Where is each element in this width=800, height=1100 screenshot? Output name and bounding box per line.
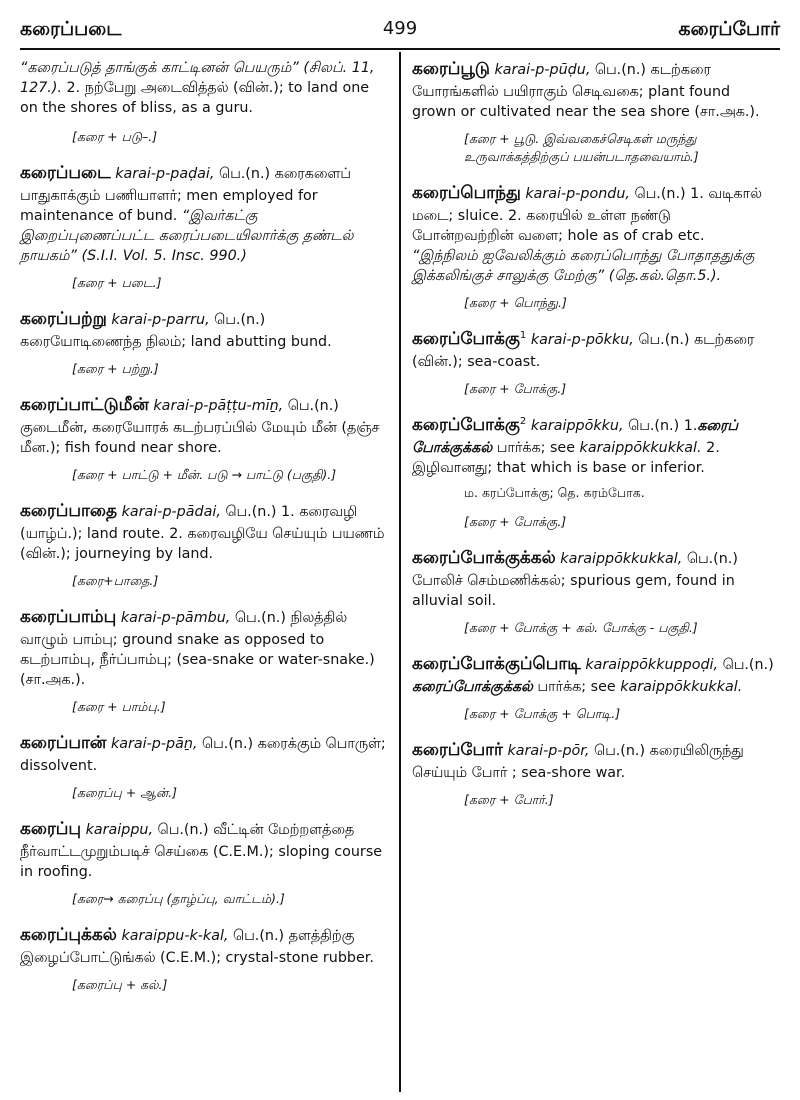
transliteration: karai-p-pōr, xyxy=(507,743,590,760)
headword: கரைப்படை xyxy=(20,163,111,184)
entry xyxy=(20,818,388,908)
entry xyxy=(20,394,388,484)
homonym-number: 2 xyxy=(519,416,527,428)
entry xyxy=(412,653,774,723)
gloss: பெ.(n.) போலிச் செம்மணிக்கல்; spurious gem, found in alluvial soil. xyxy=(412,551,738,610)
etymology: [கரை→ கரைப்பு (தாழ்ப்பு, வாட்டம்).] xyxy=(72,890,285,906)
cross-reference: கரைப்போக்குக்கல் xyxy=(412,679,533,696)
gloss: பெ.(n.) வீட்டின் மேற்றளத்தை நீர்வாட்டமுறும்படிச் செய்கை (C.E.M.); sloping course in roofing. xyxy=(20,821,383,880)
gloss: பெ.(n.) தளத்திற்கு இழைப்போட்டுங்கல் (C.E.M.); crystal-stone rubber. xyxy=(20,927,374,966)
gloss: பெ.(n.) கரையோடிணைந்த நிலம்; land abutting bund. xyxy=(20,312,332,350)
headword: கரைப்போக்கு xyxy=(412,329,520,350)
etymology: [கரை + போக்கு + கல். போக்கு - பகுதி.] xyxy=(464,620,698,636)
headword: கரைப்பு xyxy=(20,818,82,839)
gloss: பெ.(n.) நிலத்தில் வாழும் பாம்பு; ground snake as opposed to கடற்பாம்பு, நீர்ப்பாம்பு; (sea-snake or water-snake.) (சா.அக.). xyxy=(20,610,375,688)
cross-reference: கரைப் போக்குக்கல் xyxy=(412,418,739,456)
transliteration: karaippu-k-kal, xyxy=(121,927,229,944)
gloss: பெ.(n.) கடற்கரை யோரங்களில் பயிராகும் செடிவகை; plant found grown or cultivated near the sea shore (சா.அக.). xyxy=(412,62,760,120)
gloss: பெ.(n.) குடைமீன், கரையோரக் கடற்பரப்பில் மேயும் மீன் (தஞ்ச மீன.); fish found near shore. xyxy=(20,398,380,456)
gloss: பெ.(n.) 1. xyxy=(623,418,698,434)
headword: கரைப்போக்குக்கல் xyxy=(412,548,556,569)
etymology: [கரை + போக்கு.] xyxy=(464,380,567,396)
continued-quote: “கரைப்படுத் தாங்குக் காட்டினன் பெயரும்” (சிலப். 11, 127.). xyxy=(20,60,375,97)
headword: கரைப்பான் xyxy=(20,732,107,753)
headword: கரைப்பாட்டுமீன் xyxy=(20,395,149,416)
etymology: [கரை + போக்கு + பொடி.] xyxy=(464,706,621,722)
headword: கரைப்பூடு xyxy=(412,59,490,79)
transliteration: karai-p-pōkku, xyxy=(530,332,634,349)
continued-text: 2. நற்பேறு அடைவித்தல் (வின்.); to land one on the shores of bliss, as a guru. xyxy=(20,80,370,117)
cross-reference-translit: karaippōkkukkal. xyxy=(620,679,743,696)
headword: கரைப்பாதை xyxy=(20,501,118,522)
entry xyxy=(20,500,388,590)
etymology: [கரை + போக்கு.] xyxy=(464,514,567,530)
transliteration: karai-p-pādai, xyxy=(121,504,221,521)
entry xyxy=(412,547,774,637)
transliteration: karai-p-pondu, xyxy=(525,186,630,203)
right-column xyxy=(412,58,774,825)
page-header xyxy=(20,18,780,50)
cross-reference-translit: karaippōkkukkal. xyxy=(579,439,702,456)
transliteration: karai-p-parru, xyxy=(111,312,210,329)
transliteration: karaippu, xyxy=(85,821,154,838)
transliteration: karai-p-pūḍu, xyxy=(494,62,591,78)
header-left-guide-word: கரைப்படை xyxy=(20,18,122,40)
transliteration: karaippōkkuppoḍi, xyxy=(585,657,719,674)
entry xyxy=(20,606,388,716)
etymology: [கரைப்பு + ஆன்.] xyxy=(72,784,177,800)
transliteration: karai-p-pāṭṭu-mīṉ, xyxy=(153,398,284,415)
header-right-guide-word: கரைப்போர் xyxy=(678,18,780,40)
continued-entry xyxy=(20,58,388,118)
etymology: [கரை + பற்று.] xyxy=(72,360,159,376)
headword: கரைப்பொந்து xyxy=(412,183,521,204)
entry xyxy=(412,58,774,166)
continued-etymology: [கரை + படு–.] xyxy=(72,129,158,145)
etymology: [கரை+பாதை.] xyxy=(72,572,159,588)
etymology: [கரை + பூடு. இவ்வகைச்செடிகள் மருந்து உருவாக்கத்திற்குப் பயன்படாதவையாம்.] xyxy=(464,130,699,164)
etymology: [கரை + படை.] xyxy=(72,275,162,291)
entry xyxy=(412,328,774,398)
entry xyxy=(20,162,388,292)
left-column xyxy=(20,58,388,1010)
headword: கரைப்போக்குப்பொடி xyxy=(412,654,581,675)
transliteration: karai-p-pāmbu, xyxy=(120,610,231,626)
gloss: பெ.(n.) கரையிலிருந்து செய்யும் போர் ; sea-shore war. xyxy=(412,743,744,782)
etymology: [கரை + பாட்டு + மீன். படு → பாட்டு (பகுதி).] xyxy=(72,466,337,482)
headword: கரைப்புக்கல் xyxy=(20,924,117,945)
gloss-see: பார்க்க; see xyxy=(532,679,621,696)
transliteration: karai-p-pāṉ, xyxy=(110,735,198,752)
entry xyxy=(412,414,774,531)
etymology: [கரை + போர்.] xyxy=(464,792,554,808)
headword: கரைப்பற்று xyxy=(20,309,107,330)
etymology: [கரை + பொந்து.] xyxy=(464,294,567,310)
gloss: பெ.(n.) 1. கரைவழி (யாழ்ப்.); land route. 2. கரைவழியே செய்யும் பயணம் (வின்.); journeying by land. xyxy=(20,504,385,562)
gloss-more: 2. இழிவானது; that which is base or inferior. xyxy=(412,439,720,476)
entry xyxy=(20,924,388,994)
page-number: 499 xyxy=(382,18,418,39)
gloss: பெ.(n.) xyxy=(718,657,774,674)
transliteration: karaippōkkukkal, xyxy=(560,551,683,568)
quote: “இந்நிலம் ஐவேலிக்கும் கரைப்பொந்து போதாததுக்கு இக்கலிங்குச் சாலுக்கு மேற்கு” (தெ.கல்.தொ.5.). xyxy=(412,247,755,284)
transliteration: karai-p-paḍai, xyxy=(115,166,215,183)
homonym-number: 1 xyxy=(519,330,527,342)
headword: கரைப்போர் xyxy=(412,740,503,761)
gloss: பெ.(n.) கரைகளைப் பாதுகாக்கும் பணியாளர்; men employed for maintenance of bund. xyxy=(20,166,351,224)
quote: “இவர்கட்கு இறைப்புணைப்பட்ட கரைப்படையிலார்க்கு தண்டல் நாயகம்” (S.I.I. Vol. 5. Insc. 990.) xyxy=(20,207,354,265)
headword: கரைப்பாம்பு xyxy=(20,607,117,627)
column-divider xyxy=(399,52,401,1092)
gloss: பெ.(n.) கரைக்கும் பொருள்; dissolvent. xyxy=(20,735,386,774)
gloss: பெ.(n.) கடற்கரை (வின்.); sea-coast. xyxy=(412,332,755,370)
gloss: பெ.(n.) 1. வடிகால் மடை; sluice. 2. கரையில் உள்ள நண்டு போன்றவற்றின் வளை; hole as of crab etc. xyxy=(412,186,762,244)
etymology: [கரைப்பு + கல்.] xyxy=(72,976,168,992)
entry xyxy=(412,739,774,809)
entry xyxy=(20,732,388,802)
gloss-see: பார்க்க; see xyxy=(492,439,580,456)
entry xyxy=(412,182,774,312)
etymology: [கரை + பாம்பு.] xyxy=(72,698,166,714)
cognates: ம. கரப்போக்கு; தெ. கரம்போக. xyxy=(464,484,645,500)
transliteration: karaippōkku, xyxy=(530,418,624,434)
entry xyxy=(20,308,388,378)
headword: கரைப்போக்கு xyxy=(412,415,520,435)
